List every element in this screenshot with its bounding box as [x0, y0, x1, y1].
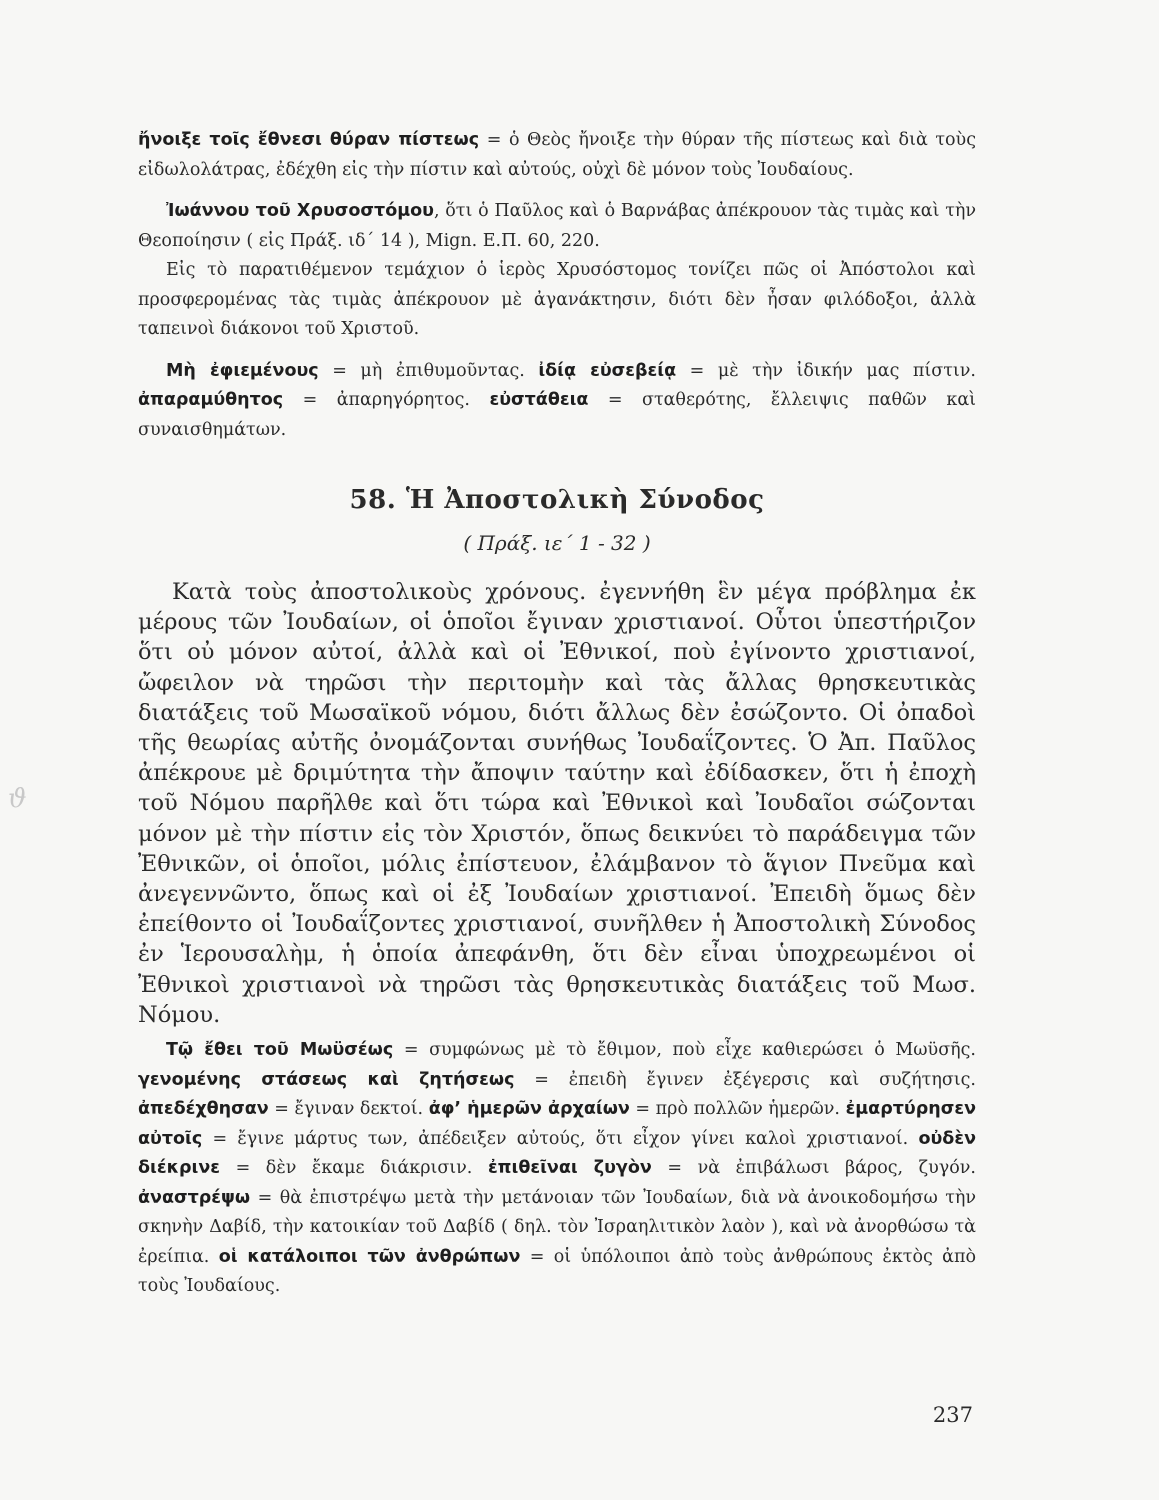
gloss-term: οὐδὲν διέκρινε	[138, 1128, 976, 1179]
commentary-paragraph: Εἰς τὸ παρατιθέμενον τεμάχιον ὁ ἱερὸς Χρυσόστομος τονίζει πῶς οἱ Ἀπόστολοι καὶ προσφερομένας τὰς τιμὰς ἀπέκρουον μὲ ἀγανάκτησιν, διότι δὲν ἦσαν φιλόδοξοι, ἀλλὰ ταπεινοὶ διάκονοι τοῦ Χριστοῦ.	[138, 260, 976, 339]
gloss-definition: = νὰ ἐπιβάλωσι βάρος, ζυγόν.	[651, 1158, 976, 1179]
gloss-definition: = θὰ ἐπιστρέψω μετὰ τὴν μετάνοιαν τῶν Ἰουδαίων, διὰ νὰ ἀνοικοδομήσω τὴν σκηνὴν Δαβίδ, τὴν κατοικίαν τοῦ Δαβίδ ( δηλ. τὸν Ἰσραηλιτικὸν λαὸν ), καὶ νὰ ἀνορθώσω τὰ ἐρείπια.	[138, 1187, 976, 1267]
main-text: Κατὰ τοὺς ἀποστολικοὺς χρόνους. ἐγεννήθη ἓν μέγα πρόβλημα ἐκ μέρους τῶν Ἰουδαίων, οἱ ὁποῖοι ἔγιναν χριστιανοί. Οὗτοι ὑπεστήριζον ὅτι οὐ μόνον αὐτοί, ἀλλὰ καὶ οἱ Ἐθνικοί, ποὺ ἐγίνοντο χριστιανοί, ὤφειλον νὰ τηρῶσι τὴν περιτομὴν καὶ τὰς ἄλλας θρησκευτικὰς διατάξεις τοῦ Μωσαϊκοῦ νόμου, διότι ἄλλως δὲν ἐσώζοντο. Οἱ ὀπαδοὶ τῆς θεωρίας αὐτῆς ὀνομάζονται συνήθως Ἰουδαΐζοντες. Ὁ Ἀπ. Παῦλος ἀπέκρουε μὲ δριμύτητα τὴν ἄποψιν ταύτην καὶ ἐδίδασκεν, ὅτι ἡ ἐποχὴ τοῦ Νόμου παρῆλθε καὶ ὅτι τώρα καὶ Ἐθνικοὶ καὶ Ἰουδαῖοι σώζονται μόνον μὲ τὴν πίστιν εἰς τὸν Χριστόν, ὅπως δεικνύει τὸ παράδειγμα τῶν Ἐθνικῶν, οἱ ὁποῖοι, μόλις ἐπίστευον, ἐλάμβανον τὸ ἅγιον Πνεῦμα καὶ ἀνεγεννῶντο, ὅπως καὶ οἱ ἐξ Ἰουδαίων χριστιανοί. Ἐπειδὴ ὅμως δὲν ἐπείθοντο οἱ Ἰουδαΐζοντες χριστιανοί, συνῆλθεν ἡ Ἀποστολικὴ Σύνοδος ἐν Ἱερουσαλὴμ, ἡ ὁποία ἀπεφάνθη, ὅτι δὲν εἶναι ὑποχρεωμένοι οἱ Ἐθνικοὶ χριστιανοὶ νὰ τηρῶσι τὰς θρησκευτικὰς διατάξεις τοῦ Μωσ. Νόμου.	[138, 579, 976, 1028]
gloss-definition: = ἐπειδὴ ἔγινεν ἐξέγερσις καὶ συζήτησις.	[514, 1069, 976, 1090]
gloss-term: γενομένης στάσεως καὶ ζητήσεως	[138, 1069, 515, 1090]
gloss-definition: = σταθερότης, ἔλλειψις παθῶν καὶ συναισθημάτων.	[138, 390, 976, 440]
gloss-definition: = συμφώνως μὲ τὸ ἔθιμον, ποὺ εἶχε καθιερώσει ὁ Μωϋσῆς.	[393, 1040, 976, 1061]
gloss-definition: , ὅτι ὁ Παῦλος καὶ ὁ Βαρνάβας ἀπέκρουον τὰς τιμὰς καὶ τὴν Θεοποίησιν ( εἰς Πράξ. ιδ΄ 14 ), Mign. Ε.Π. 60, 220.	[138, 201, 977, 251]
gloss-term: ἐμαρτύρησεν αὐτοῖς	[138, 1099, 976, 1149]
gloss-definition: = οἱ ὑπόλοιποι ἀπὸ τοὺς ἀνθρώπους ἐκτὸς ἀπὸ τοὺς Ἰουδαίους.	[138, 1246, 976, 1297]
gloss-term: ἀναστρέψω	[138, 1187, 251, 1208]
chapter-title: 58. Ἡ Ἀποστολικὴ Σύνοδος	[349, 485, 765, 515]
gloss-term: ἐπιθεῖναι ζυγὸν	[487, 1158, 652, 1179]
gloss-term: ἀπεδέχθησαν	[138, 1099, 269, 1120]
page-content	[138, 126, 976, 1302]
gloss-definition: = δὲν ἔκαμε διάκρισιν.	[220, 1158, 488, 1179]
gloss-definition: = μὲ τὴν ἰδικήν μας πίστιν.	[676, 360, 976, 381]
gloss-paragraph-4	[138, 357, 976, 446]
gloss-paragraph-bottom	[138, 1036, 976, 1302]
gloss-term: ἀπαραμύθητος	[138, 390, 284, 410]
gloss-term: ἀφ’ ἡμερῶν ἀρχαίων	[428, 1099, 630, 1120]
gloss-definition: = ὁ Θεὸς ἤνοιξε τὴν θύραν τῆς πίστεως καὶ διὰ τοὺς εἰδωλολάτρας, ἐδέχθη εἰς τὴν πίστιν καὶ αὐτούς, οὐχὶ δὲ μόνον τοὺς Ἰουδαίους.	[138, 130, 976, 180]
gloss-definition: = μὴ ἐπιθυμοῦντας.	[318, 360, 539, 381]
gloss-definition: = ἔγινε μάρτυς των, ἀπέδειξεν αὐτούς, ὅτι εἶχον γίνει καλοὶ χριστιανοί.	[202, 1128, 919, 1149]
gloss-paragraph-1	[138, 126, 976, 185]
gloss-term: ἰδίᾳ εὐσεβείᾳ	[538, 360, 677, 381]
gloss-definition: = ἔγιναν δεκτοί.	[268, 1099, 429, 1120]
gloss-definition: = πρὸ πολλῶν ἡμερῶν.	[629, 1099, 846, 1120]
gloss-term: ἤνοιξε τοῖς ἔθνεσι θύραν πίστεως	[138, 130, 480, 150]
chapter-reference: ( Πράξ. ιε΄ 1 - 32 )	[463, 531, 651, 555]
page-number: 237	[932, 1403, 973, 1427]
gloss-term: οἱ κατάλοιποι τῶν ἀνθρώπων	[218, 1246, 521, 1267]
gloss-term: εὐστάθεια	[489, 390, 589, 410]
gloss-definition: = ἀπαρηγόρητος.	[283, 390, 490, 410]
gloss-paragraph-2	[138, 197, 976, 256]
gloss-term: Μὴ ἐφιεμένους	[166, 360, 319, 381]
margin-mark: ϑ	[8, 784, 27, 814]
gloss-term: Τῷ ἔθει τοῦ Μωϋσέως	[166, 1040, 394, 1061]
gloss-term: Ἰωάννου τοῦ Χρυσοστόμου	[166, 201, 434, 221]
